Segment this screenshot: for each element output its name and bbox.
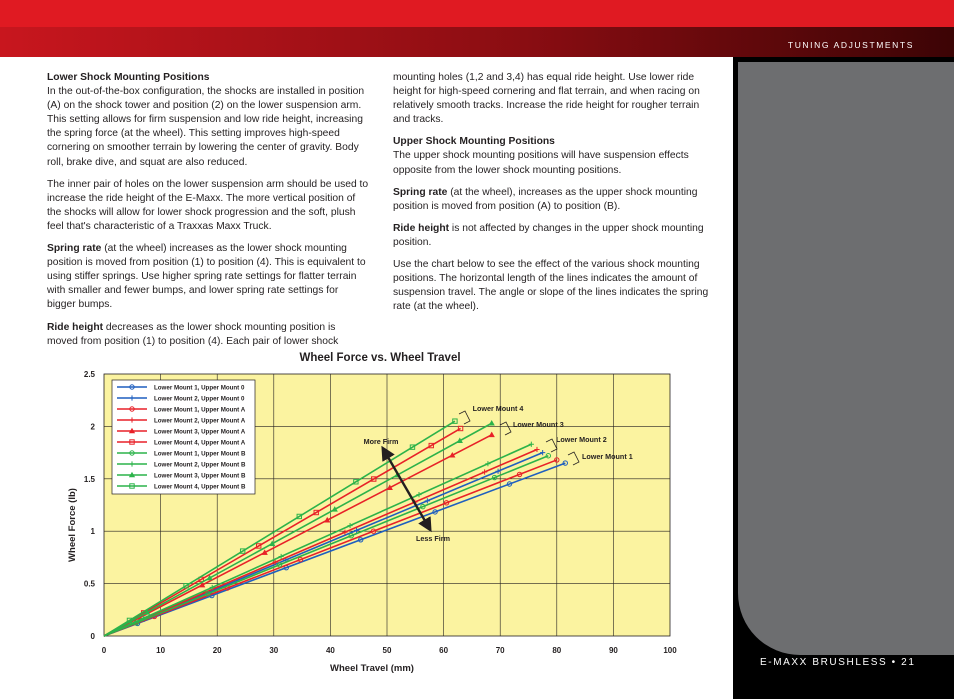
x-tick-label: 50 xyxy=(382,646,392,655)
paragraph: The inner pair of holes on the lower suspension arm should be used to increase the ride height of the E-Maxx. The more vertical position of the shocks will allow for lower shock progression and the soft, plush feel that's characteristic of a Traxxas Maxx Truck. xyxy=(47,178,369,232)
paragraph: Ride height decreases as the lower shock mounting position is moved from position (1) to position (4). Each pair of lower shock xyxy=(47,321,339,347)
legend-entry: Lower Mount 2, Upper Mount A xyxy=(154,417,246,425)
paragraph: In the out-of-the-box configuration, the shocks are installed in position (A) on the shock tower and position (2) on the lower suspension arm. This setting allows for firm suspension and low ride height, increasing the spring force (at the wheel). This setting improves high-speed cornering on smoother terrain by lowering the center of gravity. Body roll, brake dive, and squat are also reduced. xyxy=(47,86,365,168)
annotation-lower-mount-3: Lower Mount 3 xyxy=(513,420,564,429)
legend-entry: Lower Mount 1, Upper Mount A xyxy=(154,406,246,414)
page-footer: E-MAXX BRUSHLESS • 21 xyxy=(760,657,916,668)
y-tick-label: 2.5 xyxy=(83,370,95,379)
legend-entry: Lower Mount 3, Upper Mount A xyxy=(154,428,246,436)
legend-entry: Lower Mount 4, Upper Mount A xyxy=(154,439,246,447)
y-tick-label: 0.5 xyxy=(83,579,95,589)
x-tick-label: 80 xyxy=(552,646,562,655)
x-tick-label: 10 xyxy=(156,646,166,655)
heading-upper-shock: Upper Shock Mounting Positions xyxy=(393,136,555,148)
section-title: TUNING ADJUSTMENTS xyxy=(787,40,914,50)
x-axis-label: Wheel Travel (mm) xyxy=(330,663,414,674)
heading-lower-shock: Lower Shock Mounting Positions xyxy=(47,72,210,83)
annotation-more-firm: More Firm xyxy=(363,437,399,446)
term-ride-height: Ride height xyxy=(47,321,104,333)
legend-entry: Lower Mount 2, Upper Mount 0 xyxy=(154,395,245,403)
term-spring-rate: Spring rate xyxy=(47,243,102,255)
annotation-lower-mount-1: Lower Mount 1 xyxy=(582,452,633,461)
paragraph: Spring rate (at the wheel), increases as the upper shock mounting position is moved from position (A) to position (B). xyxy=(393,186,698,212)
x-tick-label: 20 xyxy=(212,646,222,655)
term-spring-rate: Spring rate xyxy=(393,186,448,198)
legend-entry: Lower Mount 1, Upper Mount B xyxy=(154,450,246,458)
y-tick-label: 1.5 xyxy=(83,474,95,484)
x-tick-label: 30 xyxy=(269,646,279,655)
legend-entry: Lower Mount 4, Upper Mount B xyxy=(154,483,246,491)
x-tick-label: 40 xyxy=(325,646,335,655)
term-ride-height: Ride height xyxy=(393,222,450,234)
paragraph: mounting holes (1,2 and 3,4) has equal ride height. Use lower ride height for high-speed cornering and flat terrain, and when racing on relatively smooth tracks. Increase the ride height for rougher terrain and tracks. xyxy=(393,72,700,126)
annotation-less-firm: Less Firm xyxy=(416,534,450,543)
y-tick-label: 1 xyxy=(90,527,95,537)
paragraph: Ride height is not affected by changes in the upper shock mounting position. xyxy=(393,222,704,248)
x-tick-label: 100 xyxy=(663,646,677,655)
paragraph: Spring rate (at the wheel) increases as the lower shock mounting position is moved from position (1) to position (4). This is equivalent to using stiffer springs. Use higher spring rate settings for flatter terrain with smaller and fewer bumps, and lower spring rate settings for bigger bumps. xyxy=(47,243,366,311)
y-axis-label: Wheel Force (lb) xyxy=(67,488,78,562)
x-tick-label: 90 xyxy=(608,646,618,655)
y-tick-label: 2 xyxy=(90,422,95,432)
annotation-lower-mount-4: Lower Mount 4 xyxy=(472,404,524,413)
legend-entry: Lower Mount 1, Upper Mount 0 xyxy=(154,384,245,392)
legend-entry: Lower Mount 2, Upper Mount B xyxy=(154,461,246,469)
x-tick-label: 0 xyxy=(101,646,107,655)
y-tick-label: 0 xyxy=(90,632,95,641)
paragraph: The upper shock mounting positions will have suspension effects opposite from the lower shock mounting positions. xyxy=(393,150,689,176)
paragraph: Use the chart below to see the effect of the various shock mounting positions. The horizontal length of the lines indicates the amount of suspension travel. The angle or slope of the lines indicates the spring rate (at the wheel). xyxy=(393,259,709,313)
legend-entry: Lower Mount 3, Upper Mount B xyxy=(154,472,246,480)
x-tick-label: 60 xyxy=(439,646,449,655)
x-tick-label: 70 xyxy=(495,646,505,655)
chart-title: Wheel Force vs. Wheel Travel xyxy=(299,352,461,364)
annotation-lower-mount-2: Lower Mount 2 xyxy=(556,435,607,444)
